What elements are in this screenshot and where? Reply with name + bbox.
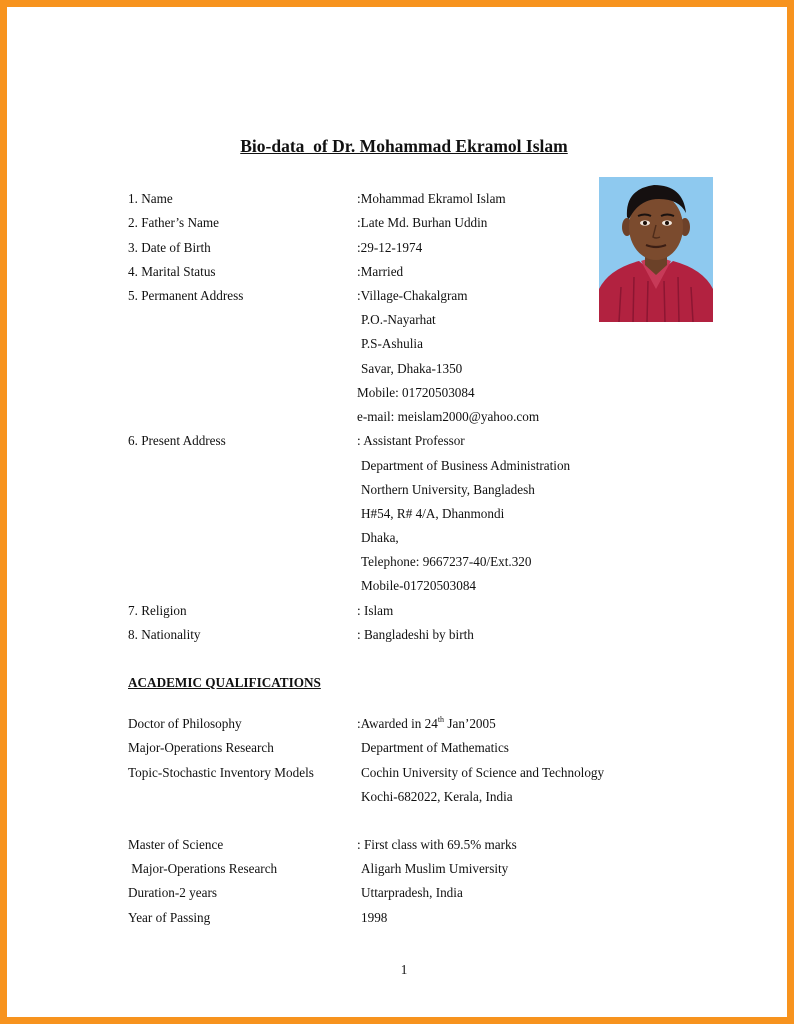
phd-award-prefix: :Awarded in 24 [357,716,438,731]
dob-label: 3. Date of Birth [128,240,211,255]
present-address-line: Dhaka, [361,530,399,545]
page-title: Bio-data of Dr. Mohammad Ekramol Islam [240,136,568,156]
permanent-address-line: :Village-Chakalgram [357,288,468,303]
present-address-line: Telephone: 9667237-40/Ext.320 [361,554,532,569]
msc-label: Master of Science [128,837,224,852]
marital-status-label: 4. Marital Status [128,264,216,279]
permanent-address-line: P.S-Ashulia [361,336,423,351]
nationality-value: : Bangladeshi by birth [357,627,474,642]
phd-major-label: Major-Operations Research [128,740,274,755]
msc-detail-line: Aligarh Muslim Umiversity [361,861,509,876]
phd-detail-line: Kochi-682022, Kerala, India [361,789,513,804]
page-number: 1 [400,962,408,977]
present-address-line: Department of Business Administration [361,458,571,473]
dob-value: :29-12-1974 [357,240,423,255]
msc-detail-line: : First class with 69.5% marks [357,837,517,852]
phd-label: Doctor of Philosophy [128,716,242,731]
phd-award-sup: th [437,715,445,724]
msc-detail-line: Uttarpradesh, India [361,885,463,900]
msc-detail-line: 1998 [361,910,388,925]
permanent-address-label: 5. Permanent Address [128,288,244,303]
present-address-line: Mobile-01720503084 [361,578,477,593]
father-name-label: 2. Father’s Name [128,215,219,230]
religion-label: 7. Religion [128,603,187,618]
present-address-line: H#54, R# 4/A, Dhanmondi [361,506,505,521]
permanent-address-line: Savar, Dhaka-1350 [361,361,463,376]
name-value: :Mohammad Ekramol Islam [357,191,506,206]
present-address-label: 6. Present Address [128,433,226,448]
profile-photo [599,177,713,322]
religion-value: : Islam [357,603,394,618]
email-line: e-mail: meislam2000@yahoo.com [357,409,540,424]
phd-topic-label: Topic-Stochastic Inventory Models [128,765,314,780]
msc-year-label: Year of Passing [128,910,211,925]
msc-duration-label: Duration-2 years [128,885,217,900]
nationality-label: 8. Nationality [128,627,201,642]
phd-detail-line: Department of Mathematics [361,740,509,755]
permanent-address-line: P.O.-Nayarhat [361,312,436,327]
msc-major-label: Major-Operations Research [128,861,278,876]
phd-detail-line: Cochin University of Science and Technology [361,765,605,780]
name-label: 1. Name [128,191,173,206]
phd-award-suffix: Jan’2005 [444,716,496,731]
present-address-line: Northern University, Bangladesh [361,482,535,497]
academic-heading: ACADEMIC QUALIFICATIONS [128,675,321,690]
mobile-line: Mobile: 01720503084 [357,385,475,400]
marital-status-value: :Married [357,264,404,279]
father-name-value: :Late Md. Burhan Uddin [357,215,488,230]
phd-award [357,716,496,732]
present-address-line: : Assistant Professor [357,433,465,448]
